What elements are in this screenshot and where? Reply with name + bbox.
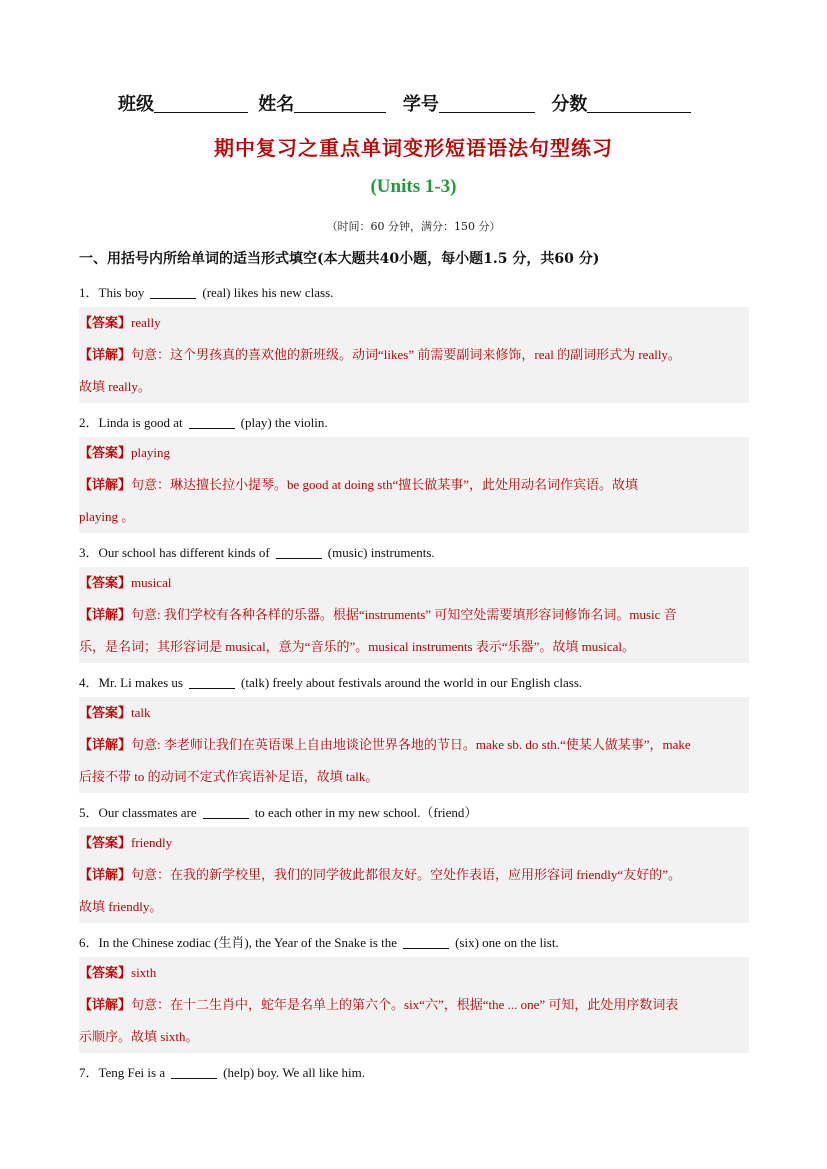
- question-text: to each other in my new school.（friend）: [254, 805, 478, 820]
- answer-blank[interactable]: [189, 676, 235, 689]
- answer-blank[interactable]: [403, 936, 449, 949]
- question-text: (play) the violin.: [240, 415, 328, 430]
- explain-tag: 【详解】: [79, 478, 132, 493]
- answer-line: [79, 315, 161, 332]
- answer-line: [79, 965, 156, 982]
- question-7: [79, 1062, 365, 1081]
- question-text: (real) likes his new class.: [202, 285, 334, 300]
- answer-blank[interactable]: [276, 546, 322, 559]
- question-text: 5．Our classmates are: [79, 805, 197, 820]
- answer-tag: 【答案】: [79, 836, 132, 851]
- answer-box-3: [79, 567, 749, 663]
- explain-line: [79, 1029, 199, 1046]
- explain-text: 句意: 李老师让我们在英语课上自由地谈论世界各地的节日。make sb. do sth.“使某人做某事”，make: [131, 737, 691, 752]
- answer-text: playing: [131, 445, 171, 460]
- score-blank[interactable]: [587, 94, 691, 113]
- answer-box-1: [79, 307, 749, 403]
- name-label: 姓名: [258, 94, 295, 115]
- explain-line: [79, 867, 681, 884]
- answer-line: [79, 575, 171, 592]
- answer-tag: 【答案】: [79, 316, 132, 331]
- answer-blank[interactable]: [171, 1066, 217, 1079]
- page-title: 期中复习之重点单词变形短语语法句型练习: [214, 136, 613, 160]
- explain-line: [79, 477, 638, 494]
- explain-line: [79, 737, 691, 754]
- answer-tag: 【答案】: [79, 706, 132, 721]
- question-text: (talk) freely about festivals around the world in our English class.: [241, 675, 583, 690]
- answer-text: talk: [131, 705, 151, 720]
- answer-box-5: [79, 827, 749, 923]
- explain-line: [79, 899, 162, 916]
- question-text: 4．Mr. Li makes us: [79, 675, 183, 690]
- answer-tag: 【答案】: [79, 966, 132, 981]
- explain-tag: 【详解】: [79, 608, 132, 623]
- section-title: 一、用括号内所给单词的适当形式填空(本大题共40小题，每小题1.5 分，共60 分): [79, 251, 600, 267]
- question-text: (six) one on the list.: [455, 935, 559, 950]
- explain-text: 示顺序。故填 sixth。: [79, 1029, 199, 1044]
- explain-text: 故填 friendly。: [79, 899, 163, 914]
- explain-tag: 【详解】: [79, 868, 132, 883]
- name-blank[interactable]: [294, 94, 386, 113]
- explain-text: 句意: 我们学校有各种各样的乐器。根据“instruments” 可知空处需要填形容词修饰名词。music 音: [131, 607, 677, 622]
- answer-tag: 【答案】: [79, 576, 132, 591]
- question-3: [79, 542, 435, 561]
- explain-tag: 【详解】: [79, 738, 132, 753]
- score-label: 分数: [551, 94, 588, 115]
- explain-text: 故填 really。: [79, 379, 151, 394]
- answer-line: [79, 705, 151, 722]
- number-blank[interactable]: [439, 94, 535, 113]
- explain-text: 后接不带 to 的动词不定式作宾语补足语，故填 talk。: [79, 769, 379, 784]
- question-2: [79, 412, 328, 431]
- answer-blank[interactable]: [189, 416, 235, 429]
- answer-text: musical: [131, 575, 172, 590]
- explain-text: 句意：在十二生肖中，蛇年是名单上的第六个。six“六”，根据“the ... one” 可知，此处用序数词表: [131, 997, 679, 1012]
- explain-line: [79, 639, 635, 656]
- explain-text: playing 。: [79, 509, 135, 524]
- answer-blank[interactable]: [203, 806, 249, 819]
- answer-text: sixth: [131, 965, 157, 980]
- answer-line: [79, 835, 172, 852]
- explain-text: 乐，是名词；其形容词是 musical，意为“音乐的”。musical instruments 表示“乐器”。故填 musical。: [79, 639, 636, 654]
- explain-line: [79, 379, 151, 396]
- explain-text: 句意：琳达擅长拉小提琴。be good at doing sth“擅长做某事”，此处用动名词作宾语。故填: [131, 477, 638, 492]
- answer-tag: 【答案】: [79, 446, 132, 461]
- explain-line: [79, 997, 678, 1014]
- question-text: 7．Teng Fei is a: [79, 1065, 166, 1080]
- class-blank[interactable]: [154, 94, 248, 113]
- explain-text: 句意：这个男孩真的喜欢他的新班级。动词“likes” 前需要副词来修饰，real 的副词形式为 really。: [131, 347, 681, 362]
- question-text: 6．In the Chinese zodiac (生肖), the Year of the Snake is the: [79, 935, 398, 950]
- explain-line: [79, 509, 134, 526]
- question-6: [79, 932, 559, 951]
- question-4: [79, 672, 582, 691]
- answer-text: friendly: [131, 835, 173, 850]
- class-label: 班级: [118, 94, 154, 115]
- answer-box-4: [79, 697, 749, 793]
- question-text: (help) boy. We all like him.: [223, 1065, 366, 1080]
- answer-box-2: [79, 437, 749, 533]
- question-text: 2．Linda is good at: [79, 415, 183, 430]
- explain-text: 句意：在我的新学校里，我们的同学彼此都很友好。空处作表语，应用形容词 friendly“友好的”。: [131, 867, 681, 882]
- explain-line: [79, 769, 378, 786]
- explain-line: [79, 607, 677, 624]
- number-label: 学号: [402, 94, 439, 115]
- answer-blank[interactable]: [150, 286, 196, 299]
- question-1: [79, 282, 333, 301]
- answer-line: [79, 445, 170, 462]
- explain-tag: 【详解】: [79, 348, 132, 363]
- explain-tag: 【详解】: [79, 998, 132, 1013]
- question-text: 3．Our school has different kinds of: [79, 545, 270, 560]
- time-info: （时间：60 分钟，满分：150 分）: [326, 220, 501, 233]
- answer-text: really: [131, 315, 161, 330]
- question-5: [79, 802, 477, 821]
- question-text: 1．This boy: [79, 285, 145, 300]
- page-subtitle: (Units 1-3): [370, 176, 457, 197]
- answer-box-6: [79, 957, 749, 1053]
- student-info-line: [118, 90, 695, 116]
- question-text: (music) instruments.: [327, 545, 435, 560]
- explain-line: [79, 347, 681, 364]
